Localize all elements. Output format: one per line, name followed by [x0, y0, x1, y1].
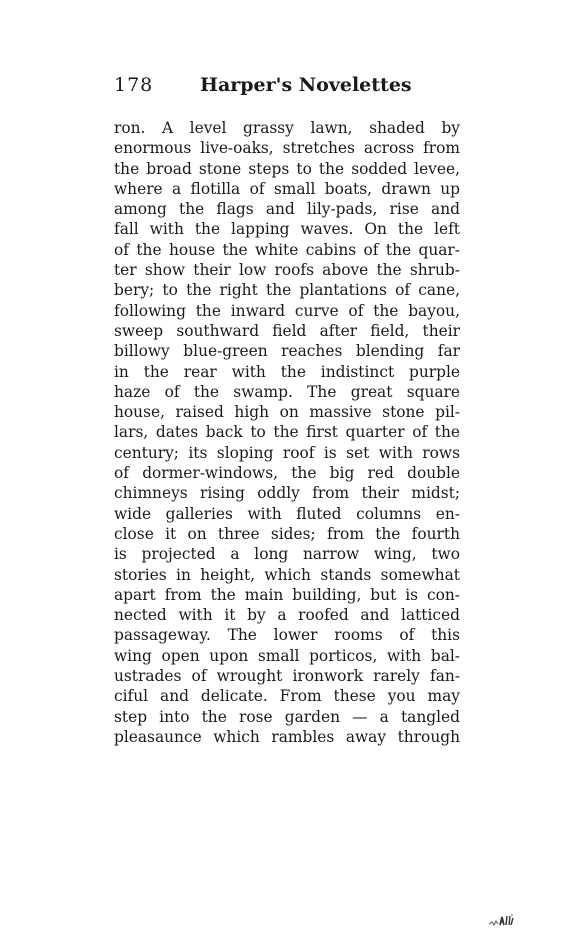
text-line: stories in height, which stands somewhat	[114, 565, 460, 584]
text-line: ustrades of wrought ironwork rarely fan-	[114, 667, 460, 686]
text-line: close it on three sides; from the fourth	[114, 524, 460, 543]
text-line: ciful and delicate. From these you may	[114, 687, 460, 706]
text-line: apart from the main building, but is con-	[114, 585, 460, 604]
body-text	[114, 118, 460, 747]
text-line: sweep southward field after field, their	[114, 321, 460, 340]
text-line: where a flotilla of small boats, drawn up	[114, 179, 460, 198]
text-line: chimneys rising oddly from their midst;	[114, 484, 460, 503]
book-title: Harper's Novelettes	[200, 74, 412, 96]
text-line: lars, dates back to the first quarter of the	[114, 423, 460, 442]
text-line: of the house the white cabins of the quar-	[114, 240, 460, 259]
text-line: following the inward curve of the bayou,	[114, 301, 460, 320]
running-head	[114, 74, 474, 108]
text-line: billowy blue-green reaches blending far	[114, 342, 460, 361]
text-line: passageway. The lower rooms of this	[114, 626, 460, 645]
text-line: in the rear with the indistinct purple	[114, 362, 460, 381]
text-line: wing open upon small porticos, with bal-	[114, 646, 460, 665]
text-line: ron. A level grassy lawn, shaded by	[114, 119, 460, 137]
text-line: ter show their low roofs above the shrub-	[114, 261, 460, 280]
text-line: wide galleries with fluted columns en-	[114, 504, 460, 523]
text-line: is projected a long narrow wing, two	[114, 545, 460, 564]
text-line: step into the rose garden — a tangled	[114, 707, 460, 726]
text-line: pleasaunce which rambles away through	[114, 727, 460, 746]
text-line: the broad stone steps to the sodded levee,	[114, 159, 460, 178]
text-line: bery; to the right the plantations of cane,	[114, 281, 460, 300]
text-line: house, raised high on massive stone pil-	[114, 403, 460, 422]
text-line: nected with it by a roofed and latticed	[114, 606, 460, 625]
text-line: enormous live-oaks, stretches across from	[114, 139, 460, 158]
text-line: century; its sloping roof is set with rows	[114, 443, 460, 462]
page-number: 178	[114, 74, 154, 96]
text-line: of dormer-windows, the big red double	[114, 464, 460, 483]
scan-smudge-mark	[487, 913, 515, 927]
text-line: fall with the lapping waves. On the left	[114, 220, 460, 239]
text-line: among the flags and lily-pads, rise and	[114, 200, 460, 219]
text-line: haze of the swamp. The great square	[114, 382, 460, 401]
